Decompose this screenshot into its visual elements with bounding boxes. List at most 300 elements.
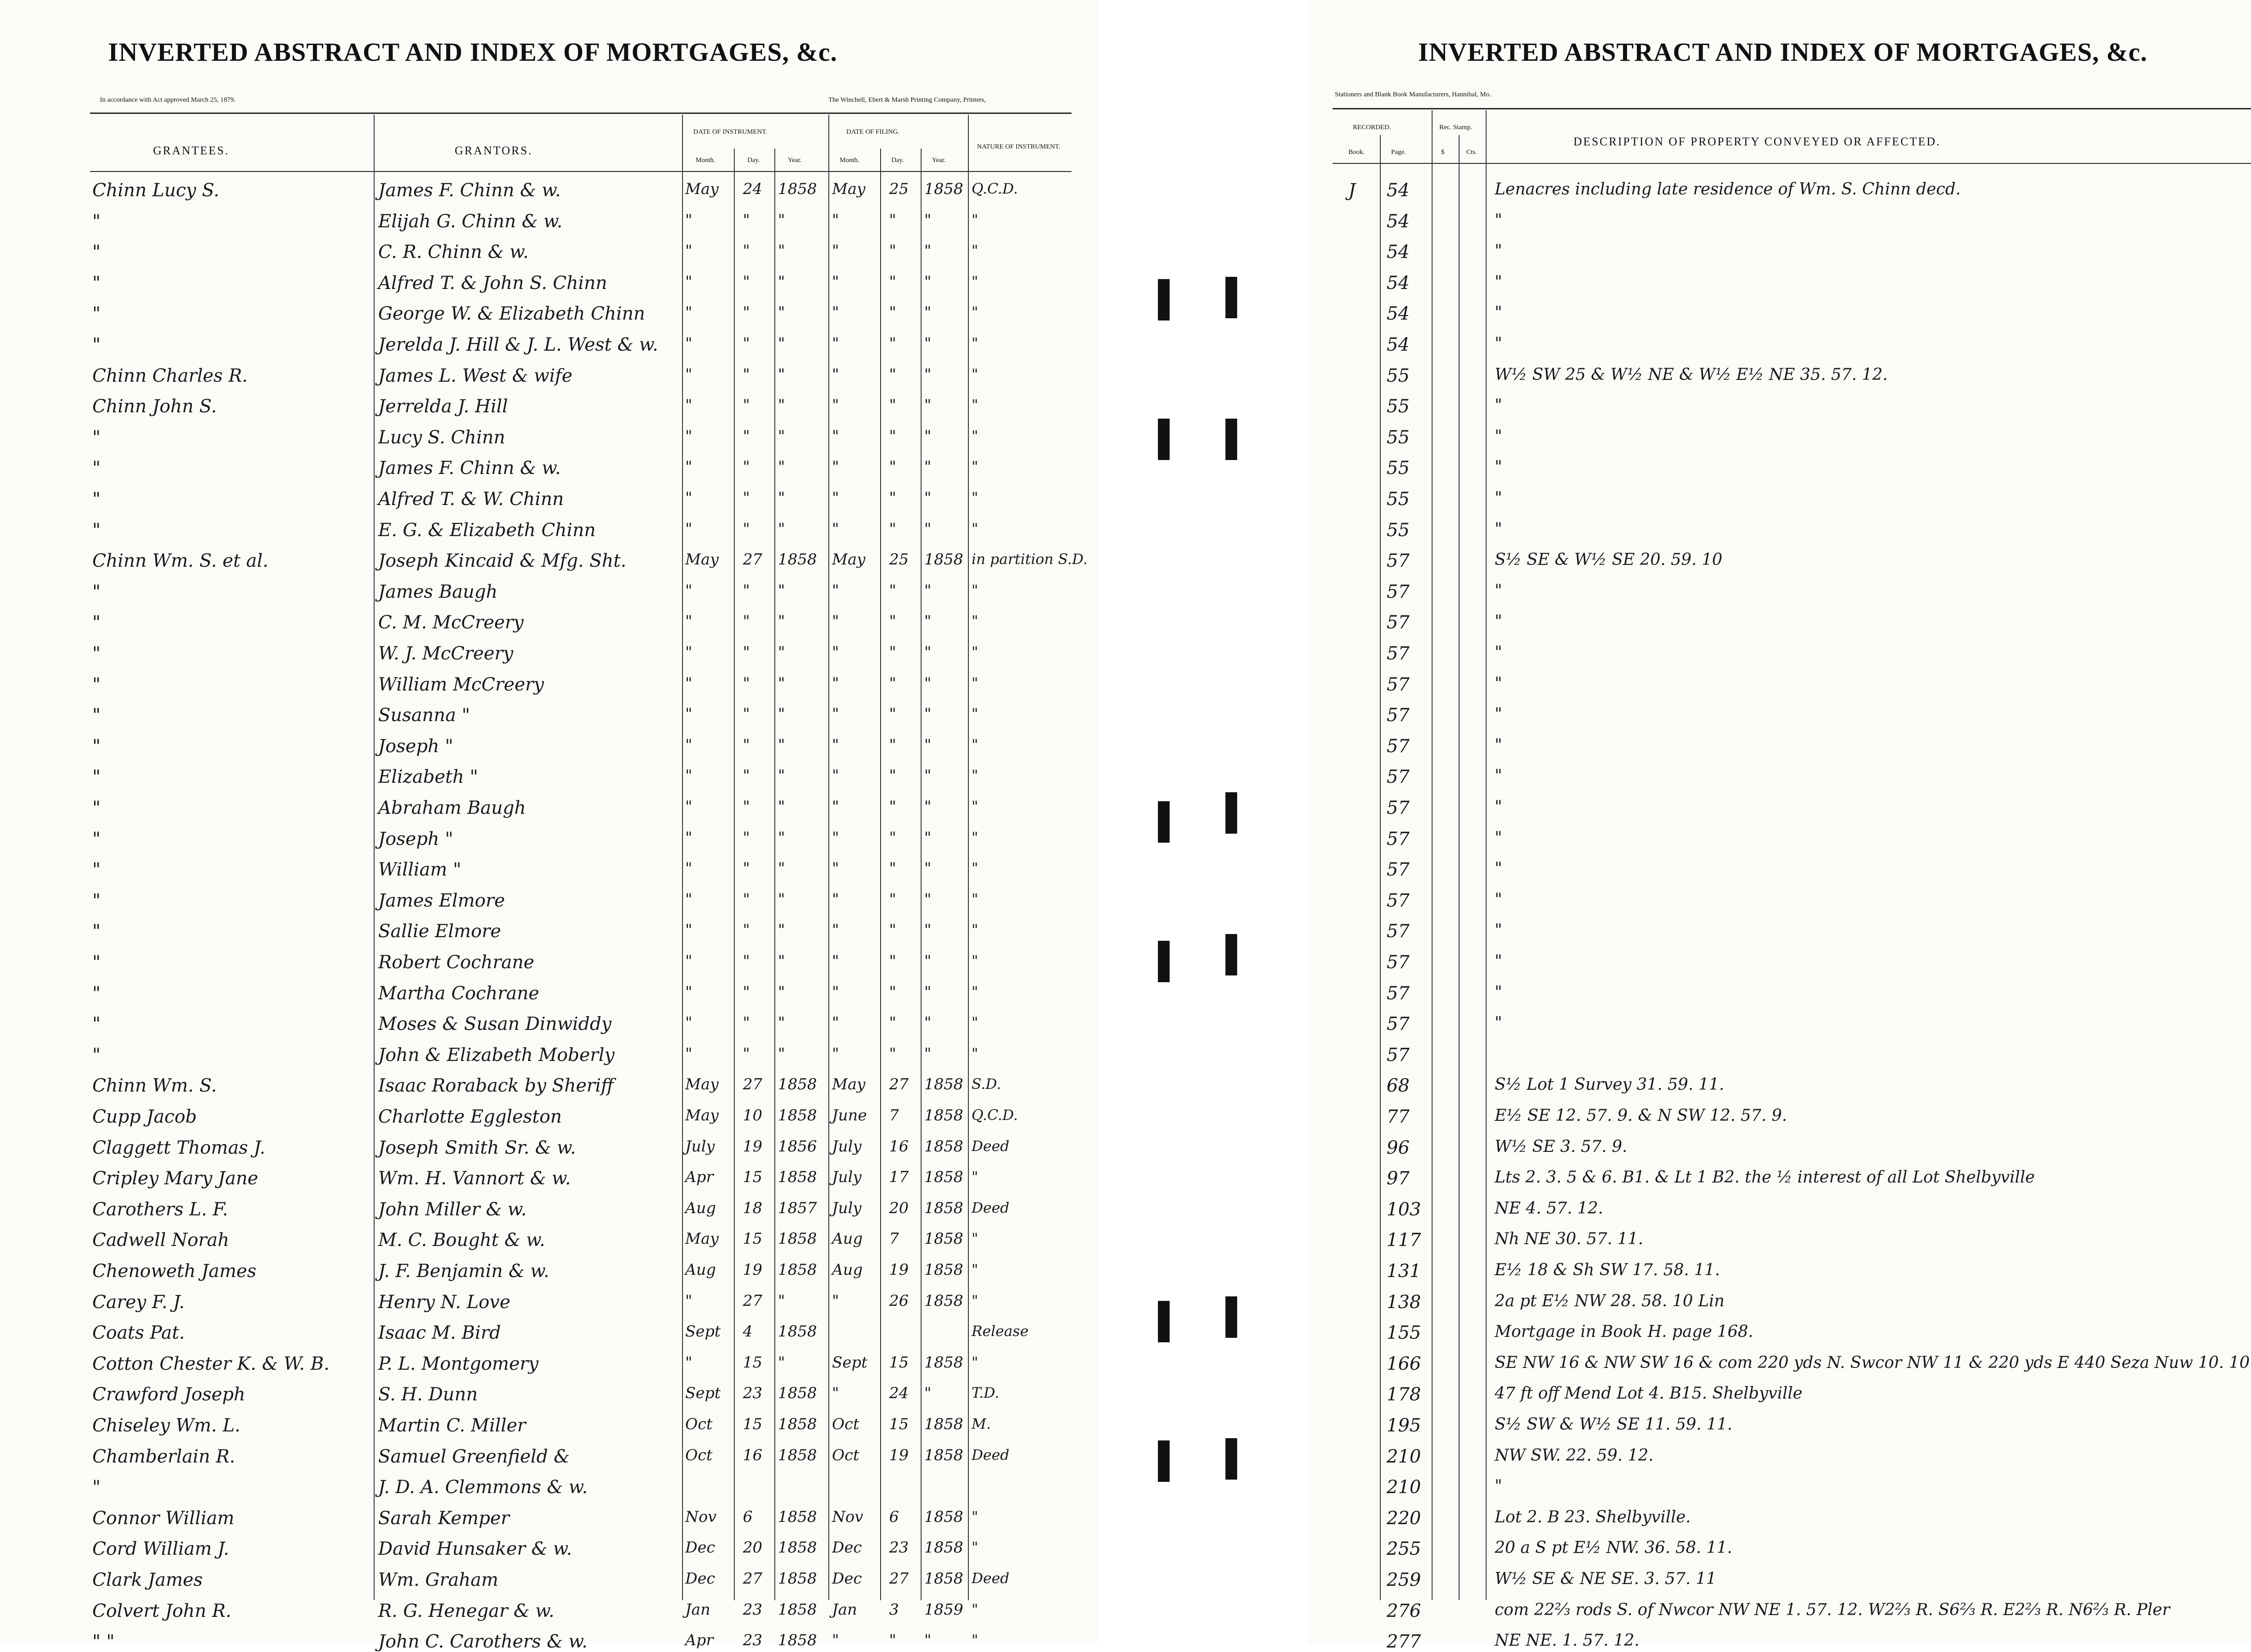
instrument-year-cell: ": [778, 396, 785, 415]
page-cell: 57: [1387, 1014, 1410, 1035]
instrument-year-cell: ": [778, 859, 785, 878]
filing-year-cell: ": [924, 365, 931, 384]
column-divider: [880, 149, 881, 1600]
page-cell: 57: [1387, 983, 1410, 1004]
grantee-cell: ": [92, 921, 101, 942]
instrument-year-cell: ": [778, 983, 785, 1001]
filing-month-cell: June: [832, 1106, 867, 1124]
grantee-cell: ": [92, 242, 101, 263]
instrument-day-cell: 27: [743, 1291, 763, 1310]
instrument-month-cell: May: [685, 180, 719, 198]
description-cell: ": [1495, 674, 1502, 693]
page-cell: 117: [1387, 1230, 1421, 1251]
filing-month-cell: ": [832, 1631, 839, 1650]
description-cell: 2a pt E½ NW 28. 58. 10 Lin: [1495, 1291, 1725, 1310]
page-cell: 57: [1387, 736, 1410, 757]
page-cell: 103: [1387, 1199, 1421, 1220]
nature-cell: ": [972, 983, 978, 1000]
filing-day-cell: 7: [889, 1230, 899, 1248]
instrument-month-cell: ": [685, 798, 692, 816]
instrument-day-cell: ": [743, 1044, 750, 1063]
instrument-month-cell: ": [685, 427, 692, 445]
description-cell: E½ SE 12. 57. 9. & N SW 12. 57. 9.: [1495, 1106, 1787, 1125]
filing-year-cell: ": [924, 983, 931, 1001]
instrument-day-cell: 19: [743, 1261, 763, 1279]
instrument-month-cell: Aug: [685, 1199, 716, 1217]
filing-year-cell: ": [924, 828, 931, 847]
filing-month-cell: ": [832, 643, 839, 661]
grantee-cell: Chiseley Wm. L.: [92, 1415, 240, 1436]
instrument-day-cell: 23: [743, 1384, 763, 1403]
description-cell: ": [1495, 581, 1502, 600]
binding-gutter: [1098, 0, 1308, 1644]
instrument-year-cell: 1856: [778, 1137, 817, 1155]
nature-cell: ": [972, 674, 978, 691]
description-cell: ": [1495, 952, 1502, 970]
nature-cell: ": [972, 272, 978, 290]
instrument-year-cell: ": [778, 798, 785, 816]
filing-year-cell: ": [924, 1044, 931, 1063]
left-ledger-page: [0, 0, 1098, 1652]
instrument-month-cell: Jan: [685, 1600, 710, 1619]
grantor-cell: P. L. Montgomery: [378, 1353, 539, 1374]
instrument-year-cell: 1858: [778, 1600, 817, 1619]
page-cell: 57: [1387, 798, 1410, 818]
column-divider: [921, 149, 922, 1600]
instrument-day-cell: ": [743, 952, 750, 970]
grantee-cell: Connor William: [92, 1508, 235, 1529]
nature-cell: ": [972, 705, 978, 722]
instrument-month-cell: ": [685, 1353, 692, 1372]
instrument-year-cell: ": [778, 1291, 785, 1310]
nature-cell: ": [972, 1014, 978, 1031]
nature-cell: ": [972, 1230, 978, 1247]
right-page-title: INVERTED ABSTRACT AND INDEX OF MORTGAGES, &c.: [1418, 37, 2148, 67]
description-cell: S½ SE & W½ SE 20. 59. 10: [1495, 551, 1722, 569]
punch-hole: [1158, 419, 1170, 460]
grantee-cell: ": [92, 952, 101, 973]
instrument-day-cell: 24: [743, 180, 763, 198]
filing-day-cell: ": [889, 767, 896, 785]
filing-year-cell: ": [924, 458, 931, 476]
nature-cell: ": [972, 828, 978, 846]
right-ledger-page: [1308, 0, 2251, 1652]
instrument-month-cell: ": [685, 767, 692, 785]
column-divider: [682, 115, 683, 1600]
description-cell: ": [1495, 890, 1502, 909]
grantee-cell: " ": [92, 1631, 115, 1652]
grantor-cell: Isaac M. Bird: [378, 1323, 501, 1344]
nature-cell: ": [972, 396, 978, 414]
filing-day-cell: ": [889, 983, 896, 1001]
grantee-cell: Chinn Lucy S.: [92, 180, 220, 201]
maker-note: Stationers and Blank Book Manufacturers, Hannibal, Mo.: [1335, 91, 1492, 98]
instrument-year-cell: ": [778, 674, 785, 692]
instrument-year-cell: ": [778, 890, 785, 908]
description-cell: ": [1495, 643, 1502, 662]
page-cell: 166: [1387, 1353, 1421, 1374]
nature-cell: ": [972, 1291, 978, 1309]
filing-month-cell: Aug: [832, 1261, 863, 1279]
filing-month-cell: Oct: [832, 1415, 859, 1433]
instrument-month-cell: May: [685, 1075, 719, 1094]
instrument-month-cell: ": [685, 458, 692, 476]
page-cell: 96: [1387, 1137, 1410, 1158]
instrument-day-cell: ": [743, 643, 750, 661]
instrument-month-cell: ": [685, 519, 692, 538]
filing-year-cell: ": [924, 303, 931, 322]
description-cell: ": [1495, 303, 1502, 322]
page-cell: 277: [1387, 1631, 1421, 1652]
column-divider: [1486, 110, 1487, 1600]
description-cell: ": [1495, 211, 1502, 230]
nature-cell: S.D.: [972, 1075, 1001, 1093]
page-cell: 54: [1387, 334, 1410, 355]
grantor-cell: Jerelda J. Hill & J. L. West & w.: [378, 334, 658, 355]
grantee-cell: Carey F. J.: [92, 1291, 185, 1313]
filing-day-cell: ": [889, 828, 896, 847]
instrument-day-cell: ": [743, 1014, 750, 1032]
filing-year-cell: ": [924, 952, 931, 970]
instrument-month-cell: May: [685, 551, 719, 569]
filing-year-cell: 1858: [924, 1199, 963, 1217]
page-cell: 155: [1387, 1323, 1421, 1344]
grantee-cell: Chinn Wm. S.: [92, 1075, 217, 1097]
left-page-title: INVERTED ABSTRACT AND INDEX OF MORTGAGES, &c.: [108, 37, 838, 67]
filing-day-cell: 25: [889, 551, 909, 569]
nature-cell: ": [972, 365, 978, 383]
nature-cell: ": [972, 458, 978, 475]
instrument-day-cell: 27: [743, 1075, 763, 1094]
nature-cell: ": [972, 767, 978, 784]
nature-cell: ": [972, 242, 978, 259]
filing-month-cell: ": [832, 705, 839, 723]
description-cell: ": [1495, 489, 1502, 507]
description-cell: S½ Lot 1 Survey 31. 59. 11.: [1495, 1075, 1724, 1094]
filing-month-cell: ": [832, 983, 839, 1001]
filing-year-cell: ": [924, 489, 931, 507]
instrument-month-cell: ": [685, 396, 692, 415]
grantor-cell: E. G. & Elizabeth Chinn: [378, 519, 596, 541]
filing-day-cell: 27: [889, 1570, 909, 1588]
nature-cell: ": [972, 612, 978, 630]
filing-day-cell: ": [889, 365, 896, 384]
column-divider: [828, 115, 829, 1600]
nature-cell: Deed: [972, 1570, 1010, 1587]
instrument-month-cell: Oct: [685, 1415, 713, 1433]
instrument-year-cell: ": [778, 519, 785, 538]
page-cell: 220: [1387, 1508, 1421, 1529]
grantee-cell: ": [92, 890, 101, 911]
column-divider: [734, 149, 735, 1600]
instrument-month-cell: Aug: [685, 1261, 716, 1279]
right-column-header-rule: [1333, 163, 2251, 164]
instrument-year-cell: ": [778, 612, 785, 631]
description-cell: W½ SW 25 & W½ NE & W½ E½ NE 35. 57. 12.: [1495, 365, 1888, 384]
nature-cell: Q.C.D.: [972, 180, 1018, 197]
nature-cell: Deed: [972, 1137, 1010, 1155]
grantee-cell: Chamberlain R.: [92, 1446, 235, 1467]
grantor-cell: James Elmore: [378, 890, 505, 911]
filing-year-cell: 1858: [924, 1106, 963, 1124]
grantor-cell: John & Elizabeth Moberly: [378, 1044, 615, 1065]
page-cell: 57: [1387, 551, 1410, 572]
filing-month-cell: ": [832, 859, 839, 878]
grantor-cell: William ": [378, 859, 461, 880]
instrument-day-cell: 15: [743, 1415, 763, 1433]
instrument-month-cell: Sept: [685, 1384, 721, 1403]
filing-month-cell: ": [832, 365, 839, 384]
grantor-cell: Sallie Elmore: [378, 921, 501, 942]
filing-month-cell: ": [832, 1044, 839, 1063]
page-cell: 55: [1387, 489, 1410, 510]
grantor-cell: Wm. H. Vannort & w.: [378, 1168, 571, 1189]
filing-year-cell: ": [924, 519, 931, 538]
grantor-cell: Joseph ": [378, 828, 453, 849]
grantor-cell: Jerrelda J. Hill: [378, 396, 508, 417]
page-cell: 57: [1387, 952, 1410, 973]
grantee-cell: ": [92, 828, 101, 849]
punch-hole: [1225, 934, 1237, 975]
printer-note: The Winchell, Ebert & Marsh Printing Company, Printers,: [828, 96, 986, 104]
filing-day-cell: 15: [889, 1353, 909, 1372]
instrument-year-cell: 1858: [778, 1075, 817, 1094]
instrument-year-cell: ": [778, 427, 785, 445]
grantee-cell: Chinn John S.: [92, 396, 217, 417]
instrument-month-cell: Nov: [685, 1508, 717, 1526]
grantor-cell: Alfred T. & John S. Chinn: [378, 272, 607, 293]
filing-year-cell: ": [924, 798, 931, 816]
instrument-month-cell: Apr: [685, 1631, 714, 1650]
grantee-cell: ": [92, 643, 101, 664]
filing-year-cell: 1858: [924, 1353, 963, 1372]
description-cell: ": [1495, 458, 1502, 477]
filing-day-cell: ": [889, 859, 896, 878]
instrument-month-cell: May: [685, 1230, 719, 1248]
nature-cell: ": [972, 890, 978, 907]
description-cell: NE NE. 1. 57. 12.: [1495, 1631, 1640, 1650]
filing-year-cell: ": [924, 643, 931, 661]
grantor-cell: Martha Cochrane: [378, 983, 539, 1004]
punch-hole: [1225, 1438, 1237, 1480]
filing-day-cell: 27: [889, 1075, 909, 1094]
filing-day-cell: ": [889, 211, 896, 229]
date-of-instrument-header: DATE OF INSTRUMENT.: [693, 128, 768, 135]
filing-month-cell: ": [832, 242, 839, 260]
description-cell: SE NW 16 & NW SW 16 & com 220 yds N. Swcor NW 11 & 220 yds E 440 Seza Nuw 10. 10: [1495, 1353, 2250, 1372]
grantee-cell: Carothers L. F.: [92, 1199, 228, 1220]
grantor-cell: Joseph Smith Sr. & w.: [378, 1137, 576, 1158]
filing-day-cell: ": [889, 674, 896, 692]
instrument-month-cell: ": [685, 489, 692, 507]
filing-year-cell: ": [924, 859, 931, 878]
grantee-cell: ": [92, 303, 101, 325]
punch-hole: [1158, 279, 1170, 320]
punch-hole: [1158, 801, 1170, 843]
page-cell: 57: [1387, 890, 1410, 911]
instrument-month-cell: ": [685, 211, 692, 229]
nature-cell: ": [972, 921, 978, 939]
rec-stamp-header: Rec. Stamp.: [1439, 124, 1472, 131]
instrument-day-cell: ": [743, 921, 750, 939]
instrument-month-cell: ": [685, 859, 692, 878]
grantee-cell: ": [92, 1014, 101, 1035]
filing-year-cell: 1858: [924, 1570, 963, 1588]
instrument-year-cell: 1857: [778, 1199, 817, 1217]
instrument-year-cell: ": [778, 334, 785, 352]
instrument-year-cell: ": [778, 952, 785, 970]
page-cell: 57: [1387, 612, 1410, 633]
punch-hole: [1158, 1440, 1170, 1482]
instrument-month-cell: ": [685, 921, 692, 939]
filing-year-cell: 1858: [924, 1446, 963, 1464]
filing-year-cell: ": [924, 334, 931, 352]
instrument-day-cell: 27: [743, 1570, 763, 1588]
instrument-day-cell: ": [743, 211, 750, 229]
grantor-cell: James L. West & wife: [378, 365, 573, 386]
filing-day-cell: ": [889, 396, 896, 415]
instrument-month-cell: Apr: [685, 1168, 714, 1187]
nature-cell: Q.C.D.: [972, 1106, 1018, 1124]
filing-month-cell: May: [832, 180, 866, 198]
description-cell: ": [1495, 427, 1502, 446]
instrument-year-cell: ": [778, 1044, 785, 1063]
description-cell: ": [1495, 519, 1502, 538]
instrument-day-cell: ": [743, 798, 750, 816]
filing-month-cell: Nov: [832, 1508, 863, 1526]
filing-month-cell: ": [832, 303, 839, 322]
instrument-year-cell: ": [778, 921, 785, 939]
grantor-cell: Wm. Graham: [378, 1570, 498, 1590]
instrument-month-cell: Dec: [685, 1539, 715, 1557]
description-cell: Lts 2. 3. 5 & 6. B1. & Lt 1 B2. the ½ interest of all Lot Shelbyville: [1495, 1168, 2035, 1187]
page-cell: 210: [1387, 1446, 1421, 1467]
nature-header: NATURE OF INSTRUMENT.: [977, 143, 1061, 150]
filing-year-cell: 1858: [924, 1291, 963, 1310]
filing-day-cell: 6: [889, 1508, 899, 1526]
description-cell: ": [1495, 798, 1502, 816]
grantee-cell: ": [92, 1477, 101, 1498]
grantor-cell: C. M. McCreery: [378, 612, 524, 633]
instrument-month-cell: ": [685, 643, 692, 661]
page-cell: 57: [1387, 767, 1410, 788]
filing-day-cell: 16: [889, 1137, 909, 1155]
act-note: In accordance with Act approved March 25, 1879.: [100, 96, 236, 104]
instrument-day-cell: ": [743, 828, 750, 847]
instrument-day-cell: ": [743, 242, 750, 260]
nature-cell: ": [972, 303, 978, 321]
grantor-cell: W. J. McCreery: [378, 643, 514, 664]
filing-year-cell: ": [924, 427, 931, 445]
nature-cell: ": [972, 1168, 978, 1186]
instrument-year-cell: ": [778, 211, 785, 229]
recorded-header: RECORDED.: [1353, 124, 1391, 131]
filing-day-cell: ": [889, 489, 896, 507]
page-cell: 57: [1387, 581, 1410, 602]
grantor-cell: David Hunsaker & w.: [378, 1539, 572, 1560]
grantee-cell: Cord William J.: [92, 1539, 229, 1560]
instrument-month-cell: ": [685, 334, 692, 352]
filing-day-cell: ": [889, 612, 896, 631]
instrument-day-cell: ": [743, 519, 750, 538]
page-cell: 255: [1387, 1539, 1421, 1560]
grantee-cell: ": [92, 272, 101, 293]
filing-day-cell: ": [889, 921, 896, 939]
filing-day-cell: 24: [889, 1384, 909, 1403]
page-cell: 55: [1387, 458, 1410, 479]
grantee-cell: Cripley Mary Jane: [92, 1168, 258, 1189]
instrument-month-cell: ": [685, 705, 692, 723]
instrument-day-cell: ": [743, 427, 750, 445]
filing-year-cell: ": [924, 396, 931, 415]
page-cell: 57: [1387, 1044, 1410, 1065]
grantor-cell: George W. & Elizabeth Chinn: [378, 303, 645, 325]
filing-day-cell: ": [889, 303, 896, 322]
grantor-cell: Abraham Baugh: [378, 798, 526, 818]
instrument-year-cell: ": [778, 705, 785, 723]
instrument-year-cell: ": [778, 1014, 785, 1032]
instrument-day-cell: 16: [743, 1446, 763, 1464]
page-cell: 57: [1387, 828, 1410, 849]
page-cell: 55: [1387, 427, 1410, 448]
filing-year-cell: ": [924, 272, 931, 291]
filing-day-cell: ": [889, 1631, 896, 1650]
grantor-cell: James Baugh: [378, 581, 498, 602]
description-cell: ": [1495, 921, 1502, 940]
description-cell: ": [1495, 1477, 1502, 1496]
filing-day-cell: 26: [889, 1291, 909, 1310]
instrument-day-cell: 23: [743, 1631, 763, 1650]
instrument-year-cell: ": [778, 458, 785, 476]
year-header: Year.: [788, 157, 802, 164]
instrument-day-cell: ": [743, 458, 750, 476]
instrument-year-cell: ": [778, 242, 785, 260]
filing-day-cell: 20: [889, 1199, 909, 1217]
grantee-cell: ": [92, 798, 101, 818]
instrument-month-cell: Dec: [685, 1570, 715, 1588]
column-divider: [1380, 135, 1381, 1600]
filing-month-cell: ": [832, 674, 839, 692]
instrument-day-cell: ": [743, 272, 750, 291]
instrument-month-cell: ": [685, 890, 692, 908]
grantor-cell: Joseph ": [378, 736, 453, 757]
filing-day-cell: 7: [889, 1106, 899, 1124]
filing-year-cell: ": [924, 211, 931, 229]
instrument-year-cell: 1858: [778, 1570, 817, 1588]
instrument-month-cell: ": [685, 983, 692, 1001]
description-cell: ": [1495, 396, 1502, 415]
filing-month-header: Month.: [840, 157, 859, 164]
instrument-day-cell: ": [743, 736, 750, 754]
instrument-year-cell: ": [778, 272, 785, 291]
page-cell: 57: [1387, 859, 1410, 880]
description-cell: Lot 2. B 23. Shelbyville.: [1495, 1508, 1691, 1526]
filing-month-cell: Oct: [832, 1446, 859, 1464]
filing-day-cell: ": [889, 705, 896, 723]
filing-month-cell: ": [832, 211, 839, 229]
filing-month-cell: ": [832, 890, 839, 908]
page-cell: 54: [1387, 242, 1410, 263]
nature-cell: ": [972, 334, 978, 352]
cents-header: Cts.: [1466, 149, 1477, 156]
instrument-year-cell: ": [778, 1353, 785, 1372]
month-header: Month.: [696, 157, 715, 164]
instrument-day-cell: 27: [743, 551, 763, 569]
page-cell: 55: [1387, 365, 1410, 386]
filing-month-cell: Aug: [832, 1230, 863, 1248]
punch-hole: [1225, 277, 1237, 318]
grantee-cell: Chinn Wm. S. et al.: [92, 551, 269, 572]
